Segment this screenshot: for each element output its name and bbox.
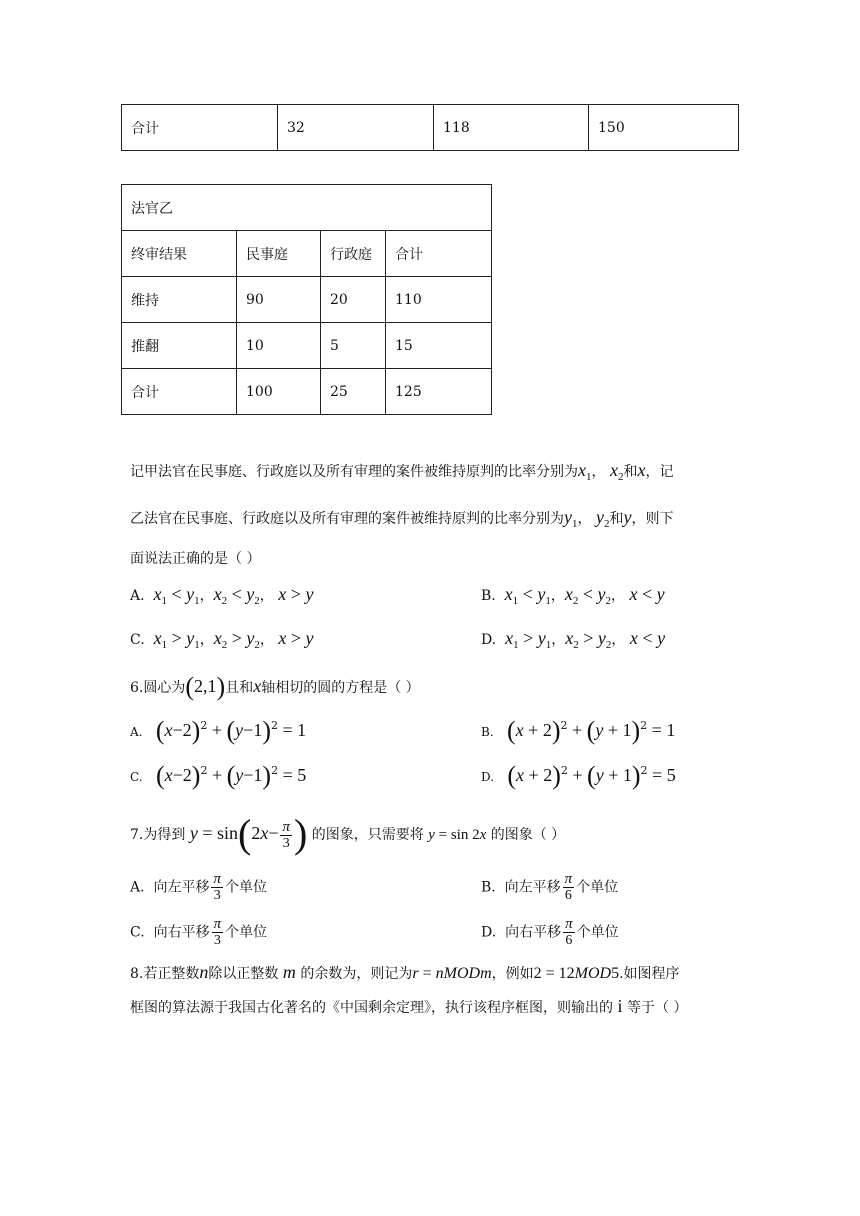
table-row	[122, 369, 492, 415]
table-judge-a-total	[121, 104, 739, 151]
table-cell: 维持	[122, 277, 237, 323]
q7-option-c: C. 向右平移 $\frac{\pi}{3}$ 个单位	[130, 916, 268, 948]
q5-line-3: 面说法正确的是（ ）	[130, 551, 261, 567]
table-cell: 合计	[122, 369, 237, 415]
table-header-cell: 民事庭	[237, 231, 321, 277]
q6-stem: 6.圆心为(2,1)且和x轴相切的圆的方程是（ ）	[130, 672, 420, 701]
table-title: 法官乙	[122, 185, 492, 231]
table-judge-b	[121, 184, 492, 415]
table-cell: 118	[434, 105, 589, 151]
q8-line-2: 框图的算法源于我国古化著名的《中国剩余定理》，执行该程序框图，则输出的 i 等于（ ）	[130, 996, 688, 1016]
table-cell: 90	[237, 277, 321, 323]
table-cell: 10	[237, 323, 321, 369]
table-cell: 合计	[122, 105, 278, 151]
table-header-row	[122, 231, 492, 277]
table-header-cell: 合计	[386, 231, 492, 277]
q8-line-1: 8.若正整数n除以正整数 m 的余数为，则记为r = nMODm，例如2 = 12MOD5.如图程序	[130, 962, 680, 982]
q6-option-d: D. $(x + 2)^2 + (y + 1)^2 = 5$	[481, 761, 676, 790]
q5-option-d: D. $x_1 > y_1$，$x_2 > y_2$， x < y	[481, 628, 666, 651]
q6-option-a: A. $(x-2)^2 + (y-1)^2 = 1$	[130, 716, 307, 745]
q7-stem: 7.为得到 y = sin(2x− $\frac{\pi}{3}$ ) 的图象，只需要将 y = sin 2x 的图象（ ）	[130, 811, 566, 856]
table-title-row	[122, 185, 492, 231]
q7-option-d: D. 向右平移 $\frac{\pi}{6}$ 个单位	[481, 916, 619, 948]
table-header-cell: 终审结果	[122, 231, 237, 277]
table-cell: 25	[321, 369, 386, 415]
q5-option-a: A. $x_1 < y_1$，$x_2 < y_2$， x > y	[130, 584, 314, 607]
q5-option-b: B. $x_1 < y_1$，$x_2 < y_2$， x < y	[481, 584, 665, 607]
table-cell: 32	[278, 105, 434, 151]
q5-option-c: C. $x_1 > y_1$，$x_2 > y_2$， x > y	[130, 628, 314, 651]
q6-option-c: C. $(x-2)^2 + (y-1)^2 = 5$	[130, 761, 307, 790]
table-header-cell: 行政庭	[321, 231, 386, 277]
table-cell: 150	[589, 105, 739, 151]
table-row	[122, 323, 492, 369]
table-cell: 5	[321, 323, 386, 369]
q6-option-b: B. $(x + 2)^2 + (y + 1)^2 = 1$	[481, 716, 676, 745]
table-cell: 20	[321, 277, 386, 323]
table-row	[122, 105, 739, 151]
table-row	[122, 277, 492, 323]
table-cell: 100	[237, 369, 321, 415]
q5-line-1: 记甲法官在民事庭、行政庭以及所有审理的案件被维持原判的比率分别为$x_1$， $x_2$和x，记	[130, 460, 674, 483]
table-cell: 15	[386, 323, 492, 369]
q5-line-2: 乙法官在民事庭、行政庭以及所有审理的案件被维持原判的比率分别为$y_1$， $y_2$和y，则下	[130, 507, 674, 530]
q7-option-a: A. 向左平移 $\frac{\pi}{3}$ 个单位	[130, 871, 267, 903]
table-cell: 125	[386, 369, 492, 415]
table-cell: 110	[386, 277, 492, 323]
table-cell: 推翻	[122, 323, 237, 369]
q7-option-b: B. 向左平移 $\frac{\pi}{6}$ 个单位	[481, 871, 619, 903]
